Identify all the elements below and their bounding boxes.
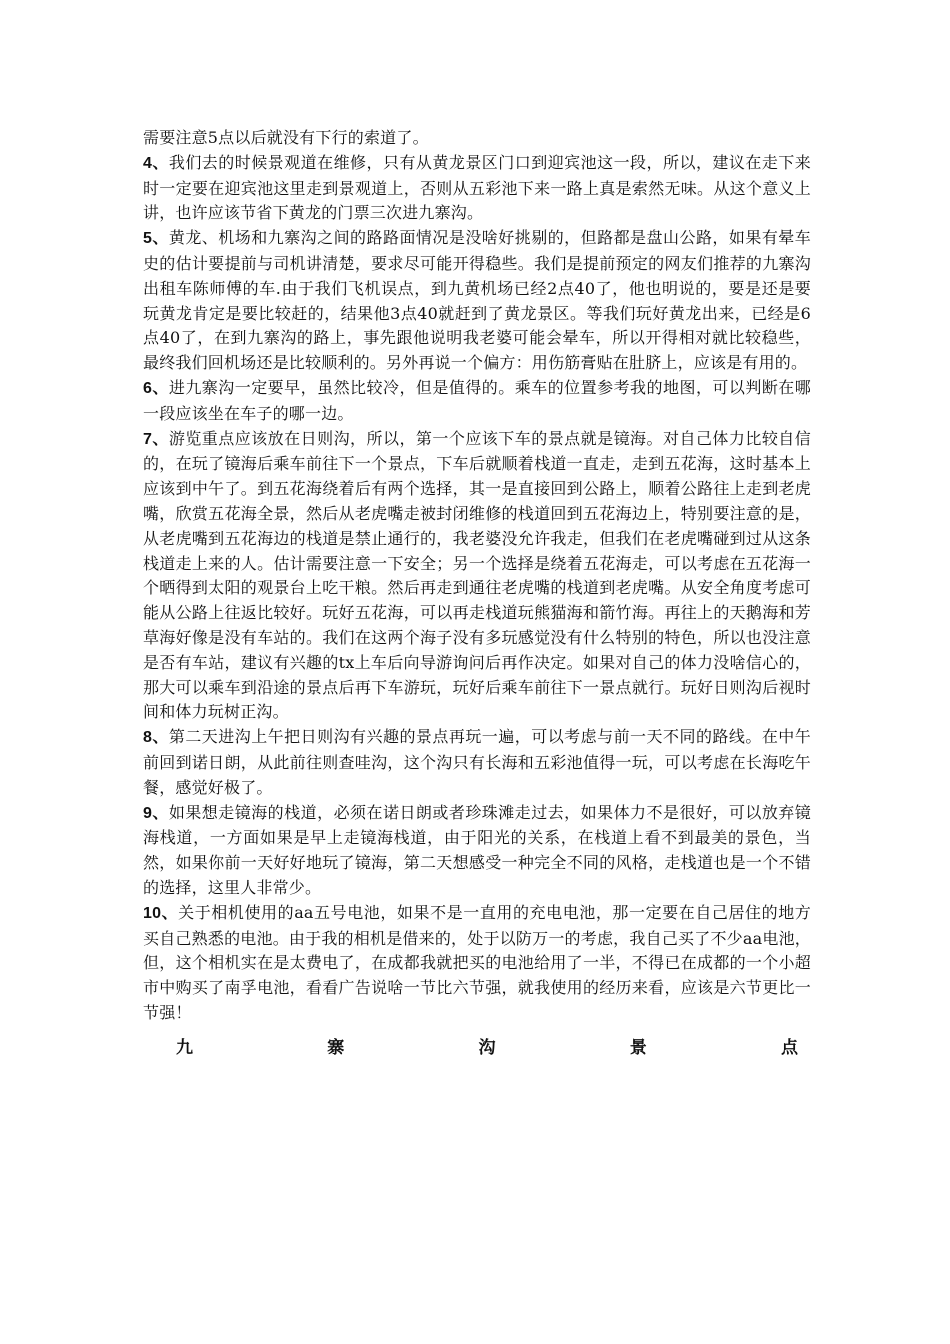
item-text: 如果想走镜海的栈道，必须在诺日朗或者珍珠滩走过去，如果体力不是很好，可以放弃镜海栈道，一方面如果是早上走镜海栈道，由于阳光的关系，在栈道上看不到最美的景色，当然，如果你前一天好好地玩了镜海，第二天想感受一种完全不同的风格，走栈道也是一个不错的选择，这里人非常少。 (143, 802, 811, 897)
item-number: 4、 (143, 154, 169, 172)
list-item (143, 801, 811, 901)
list-item (143, 901, 811, 1026)
document-body (143, 126, 811, 1060)
item-number: 7、 (143, 430, 169, 448)
intro-line: 需要注意5点以后就没有下行的索道了。 (143, 128, 429, 147)
heading-char: 沟 (478, 1037, 496, 1058)
item-number: 8、 (143, 729, 169, 747)
list-item (143, 376, 811, 427)
item-text: 第二天进沟上午把日则沟有兴趣的景点再玩一遍，可以考虑与前一天不同的路线。在中午前回到诺日朗，从此前往则查哇沟，这个沟只有长海和五彩池值得一玩，可以考虑在长海吃午餐，感觉好极了。 (143, 727, 811, 797)
item-number: 9、 (143, 804, 169, 822)
section-heading (143, 1036, 811, 1060)
item-number: 6、 (143, 379, 169, 397)
item-text: 进九寨沟一定要早，虽然比较冷，但是值得的。乘车的位置参考我的地图，可以判断在哪一段应该坐在车子的哪一边。 (143, 377, 811, 423)
heading-char: 寨 (327, 1037, 345, 1058)
list-item (143, 151, 811, 226)
heading-char: 景 (629, 1037, 647, 1058)
heading-char: 点 (781, 1037, 798, 1058)
item-text: 游览重点应该放在日则沟，所以，第一个应该下车的景点就是镜海。对自己体力比较自信的，在玩了镜海后乘车前往下一个景点，下车后就顺着栈道一直走，走到五花海，这时基本上应该到中午了。到五花海绕着后有两个选择，其一是直接回到公路上，顺着公路往上走到老虎嘴，欣赏五花海全景，然后从老虎嘴走被封闭维修的栈道回到五花海边上，特别要注意的是，从老虎嘴到五花海边的栈道是禁止通行的，我老婆没允许我走，但我们在老虎嘴碰到过从这条栈道走上来的人。估计需要注意一下安全；另一个选择是绕着五花海走，可以考虑在五花海一个晒得到太阳的观景台上吃干粮。然后再走到通往老虎嘴的栈道到老虎嘴。从安全角度考虑可能从公路上往返比较好。玩好五花海，可以再走栈道玩熊猫海和箭竹海。再往上的天鹅海和芳草海好像是没有车站的。我们在这两个海子没有多玩感觉没有什么特别的特色，所以也没注意是否有车站，建议有兴趣的tx上车后向导游询问后再作决定。如果对自己的体力没啥信心的，那大可以乘车到沿途的景点后再下车游玩，玩好后乘车前往下一景点就行。玩好日则沟后视时间和体力玩树正沟。 (143, 428, 811, 722)
list-item (143, 226, 811, 376)
item-number: 10、 (143, 904, 179, 922)
item-text: 关于相机使用的aa五号电池，如果不是一直用的充电电池，那一定要在自己居住的地方买自己熟悉的电池。由于我的相机是借来的，处于以防万一的考虑，我自己买了不少aa电池，但，这个相机实在是太费电了，在成都我就把买的电池给用了一半，不得已在成都的一个小超市中购买了南孚电池，看看广告说啥一节比六节强，就我使用的经历来看，应该是六节更比一节强！ (143, 902, 811, 1022)
list-item (143, 725, 811, 800)
item-text: 黄龙、机场和九寨沟之间的路路面情况是没啥好挑剔的，但路都是盘山公路，如果有晕车史的估计要提前与司机讲清楚，要求尽可能开得稳些。我们是提前预定的网友们推荐的九寨沟出租车陈师傅的车.由于我们飞机误点，到九黄机场已经2点40了，他也明说的，要是还是要玩黄龙肯定是要比较赶的，结果他3点40就赶到了黄龙景区。等我们玩好黄龙出来，已经是6点40了，在到九寨沟的路上，事先跟他说明我老婆可能会晕车，所以开得相对就比较稳些，最终我们回机场还是比较顺利的。另外再说一个偏方：用伤筋膏贴在肚脐上，应该是有用的。 (143, 228, 811, 373)
item-number: 5、 (143, 230, 169, 248)
item-text: 我们去的时候景观道在维修，只有从黄龙景区门口到迎宾池这一段，所以，建议在走下来时一定要在迎宾池这里走到景观道上，否则从五彩池下来一路上真是索然无味。从这个意义上讲，也许应该节省下黄龙的门票三次进九寨沟。 (143, 152, 811, 223)
list-item (143, 427, 811, 726)
heading-char: 九 (176, 1037, 193, 1058)
